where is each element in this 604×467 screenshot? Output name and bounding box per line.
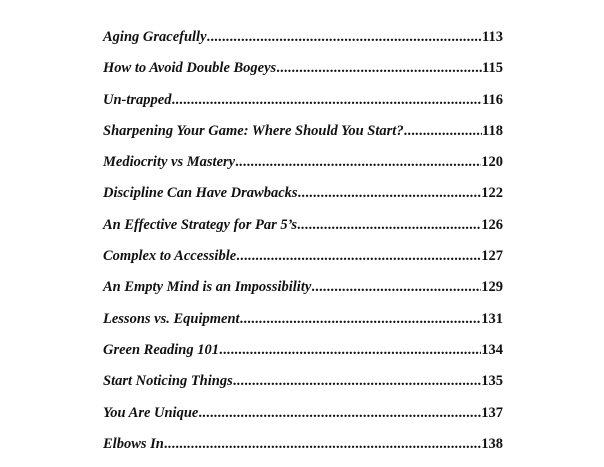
toc-entry-page: 127 xyxy=(481,248,503,265)
toc-entry[interactable] xyxy=(103,405,503,436)
dot-leader xyxy=(198,405,481,422)
toc-entry[interactable] xyxy=(103,217,503,248)
toc-entry-title: How to Avoid Double Bogeys xyxy=(103,60,277,77)
toc-entry[interactable] xyxy=(103,279,503,310)
toc-entry-page: 120 xyxy=(481,154,503,171)
toc-entry-page: 129 xyxy=(481,279,503,296)
dot-leader xyxy=(219,342,481,359)
toc-entry-title: Start Noticing Things xyxy=(103,373,233,390)
toc-entry[interactable] xyxy=(103,123,503,154)
toc-entry-page: 113 xyxy=(482,29,503,45)
dot-leader xyxy=(171,92,482,109)
toc-entry[interactable] xyxy=(103,185,503,216)
toc-entry-title: Discipline Can Have Drawbacks xyxy=(103,185,298,202)
toc-entry[interactable] xyxy=(103,29,503,60)
dot-leader xyxy=(233,373,482,390)
toc-entry-page: 118 xyxy=(482,122,503,139)
dot-leader xyxy=(276,60,482,77)
toc-entry-title: An Effective Strategy for Par 5’s xyxy=(103,216,297,233)
toc-entry[interactable] xyxy=(103,60,503,91)
toc-entry-title: Aging Gracefully xyxy=(103,29,207,45)
toc-entry-title: Lessons vs. Equipment xyxy=(103,310,240,327)
toc-entry-page: 135 xyxy=(481,373,503,390)
toc-entry-page: 137 xyxy=(481,404,503,421)
toc-entry-page: 131 xyxy=(481,310,503,327)
toc-entry-page: 122 xyxy=(481,185,503,202)
toc-entry-title: An Empty Mind is an Impossibility xyxy=(103,279,312,296)
dot-leader xyxy=(297,217,481,234)
dot-leader xyxy=(164,436,481,453)
toc-entry-title: Mediocrity vs Mastery xyxy=(103,154,236,171)
toc-entry-title: Green Reading 101 xyxy=(103,341,219,358)
table-of-contents xyxy=(103,29,503,467)
dot-leader xyxy=(298,185,482,202)
toc-entry-title: Un-trapped xyxy=(103,91,172,108)
toc-entry-page: 134 xyxy=(481,341,503,358)
dot-leader xyxy=(240,311,482,328)
dot-leader xyxy=(236,248,481,265)
toc-entry-page: 116 xyxy=(482,91,503,108)
toc-entry[interactable] xyxy=(103,154,503,185)
toc-entry-page: 138 xyxy=(481,435,503,452)
toc-entry[interactable] xyxy=(103,92,503,123)
dot-leader xyxy=(207,29,483,46)
toc-entry[interactable] xyxy=(103,311,503,342)
dot-leader xyxy=(311,279,481,296)
toc-entry[interactable] xyxy=(103,373,503,404)
dot-leader xyxy=(235,154,481,171)
toc-entry-title: Sharpening Your Game: Where Should You Start? xyxy=(103,122,404,139)
toc-entry-title: Complex to Accessible xyxy=(103,248,237,265)
toc-entry-title: Elbows In xyxy=(103,435,164,452)
dot-leader xyxy=(404,123,482,140)
toc-entry[interactable] xyxy=(103,436,503,467)
toc-entry-page: 126 xyxy=(481,216,503,233)
toc-entry[interactable] xyxy=(103,248,503,279)
toc-entry[interactable] xyxy=(103,342,503,373)
toc-entry-page: 115 xyxy=(482,60,503,77)
toc-entry-title: You Are Unique xyxy=(103,404,199,421)
